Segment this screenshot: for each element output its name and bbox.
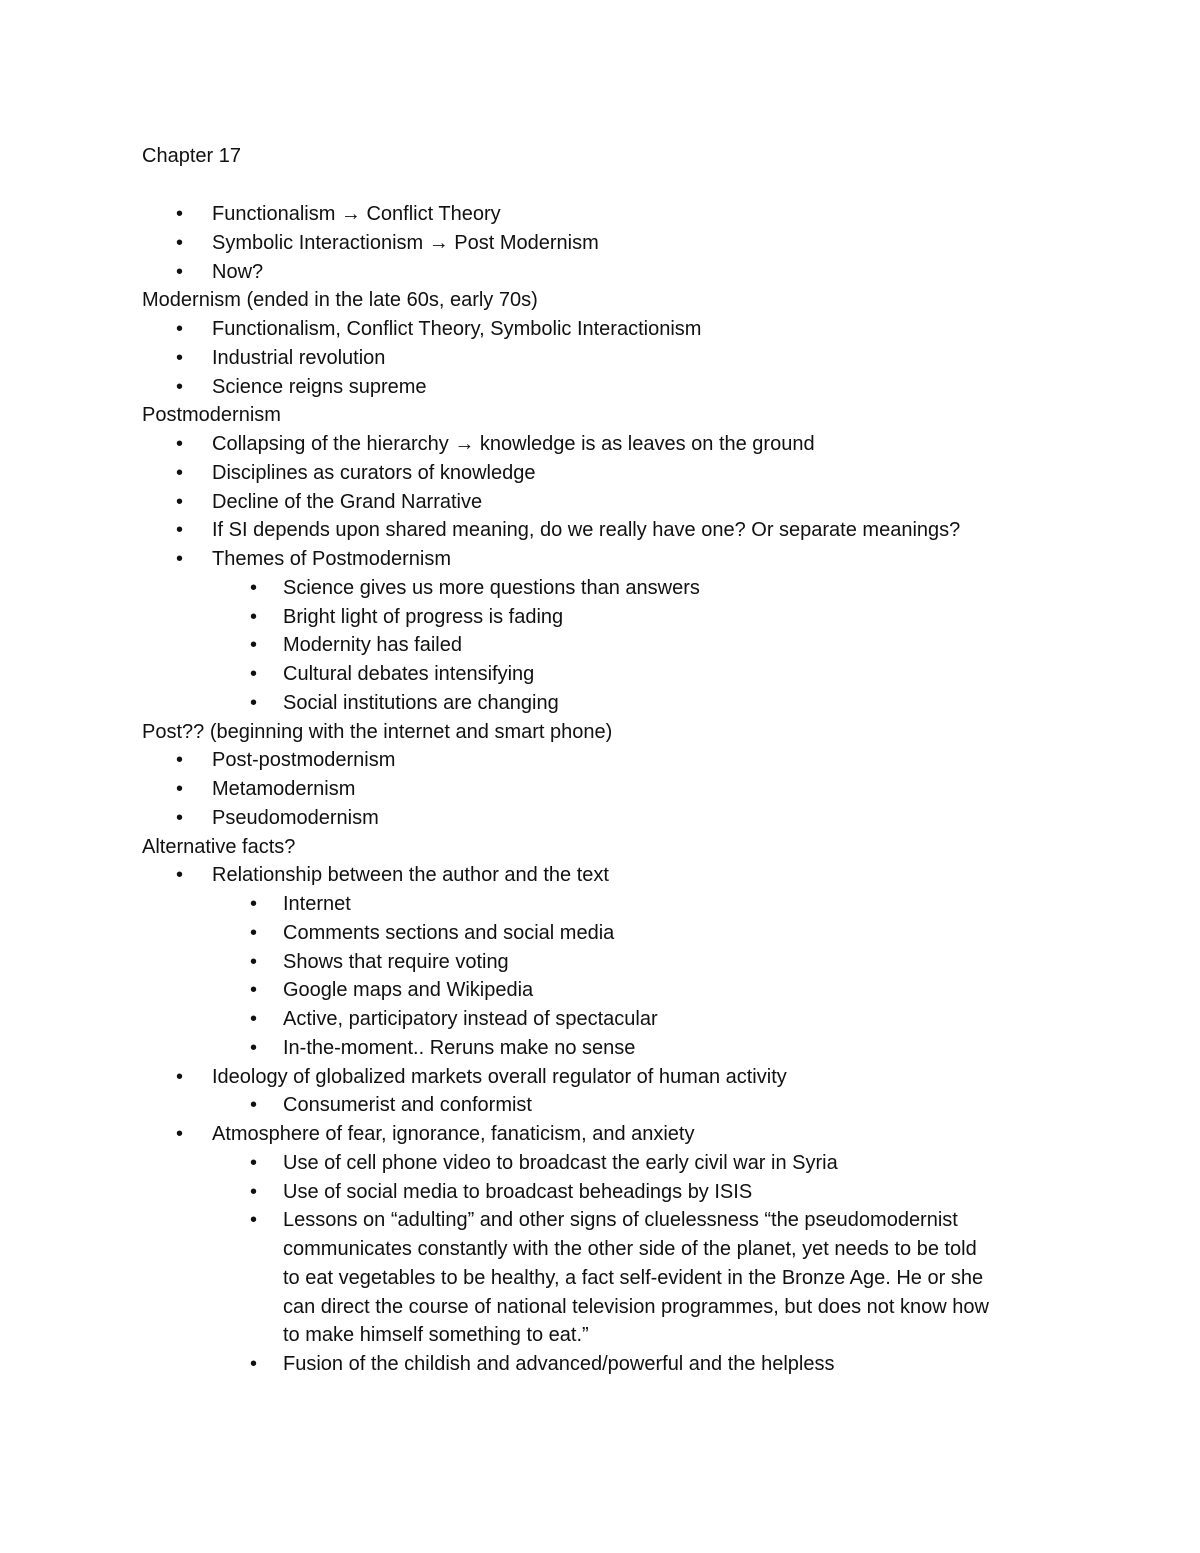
- bullet-marker: •: [176, 203, 184, 225]
- list-item: Collapsing of the hierarchy → knowledge is as leaves on the ground: [212, 433, 815, 455]
- list-item: Pseudomodernism: [212, 807, 379, 829]
- list-item: Decline of the Grand Narrative: [212, 491, 483, 513]
- list-item: Themes of Postmodernism: [212, 548, 451, 570]
- bullet-marker: •: [250, 1094, 258, 1116]
- bullet-marker: •: [250, 979, 258, 1001]
- list-item: Lessons on “adulting” and other signs of cluelessness “the pseudomodernist: [283, 1209, 958, 1231]
- list-item: Google maps and Wikipedia: [283, 979, 534, 1001]
- bullet-marker: •: [176, 261, 184, 283]
- bullet-marker: •: [176, 347, 184, 369]
- bullet-marker: •: [176, 1123, 184, 1145]
- page-title: Chapter 17: [142, 145, 241, 167]
- bullet-marker: •: [250, 577, 258, 599]
- bullet-marker: •: [176, 548, 184, 570]
- bullet-marker: •: [176, 1066, 184, 1088]
- bullet-marker: •: [250, 951, 258, 973]
- bullet-marker: •: [176, 519, 184, 541]
- bullet-marker: •: [250, 663, 258, 685]
- bullet-marker: •: [176, 491, 184, 513]
- list-item: Fusion of the childish and advanced/powerful and the helpless: [283, 1353, 835, 1375]
- bullet-marker: •: [250, 606, 258, 628]
- bullet-marker: •: [250, 692, 258, 714]
- list-item: Cultural debates intensifying: [283, 663, 535, 685]
- list-item: Functionalism → Conflict Theory: [212, 203, 501, 225]
- list-item: Bright light of progress is fading: [283, 606, 564, 628]
- list-item: Relationship between the author and the text: [212, 864, 609, 886]
- list-item: Now?: [212, 261, 264, 283]
- bullet-marker: •: [250, 1152, 258, 1174]
- list-item: Social institutions are changing: [283, 692, 559, 714]
- bullet-marker: •: [176, 807, 184, 829]
- bullet-marker: •: [176, 376, 184, 398]
- list-item: Disciplines as curators of knowledge: [212, 462, 536, 484]
- section-heading: Post?? (beginning with the internet and smart phone): [142, 721, 613, 743]
- list-item: Use of social media to broadcast beheadings by ISIS: [283, 1181, 753, 1203]
- bullet-marker: •: [250, 893, 258, 915]
- list-item: Science gives us more questions than answers: [283, 577, 700, 599]
- section-heading: Postmodernism: [142, 404, 281, 426]
- list-item: communicates constantly with the other side of the planet, yet needs to be told: [283, 1238, 977, 1260]
- list-item: Ideology of globalized markets overall regulator of human activity: [212, 1066, 787, 1088]
- list-item: Use of cell phone video to broadcast the early civil war in Syria: [283, 1152, 838, 1174]
- list-item: Functionalism, Conflict Theory, Symbolic Interactionism: [212, 318, 702, 340]
- bullet-marker: •: [176, 318, 184, 340]
- list-item: Active, participatory instead of spectacular: [283, 1008, 658, 1030]
- list-item: to make himself something to eat.”: [283, 1324, 589, 1346]
- section-heading: Alternative facts?: [142, 836, 296, 858]
- bullet-marker: •: [176, 864, 184, 886]
- list-item: Symbolic Interactionism → Post Modernism: [212, 232, 599, 254]
- bullet-marker: •: [250, 1181, 258, 1203]
- bullet-marker: •: [250, 634, 258, 656]
- list-item: If SI depends upon shared meaning, do we really have one? Or separate meanings?: [212, 519, 961, 541]
- list-item: Internet: [283, 893, 351, 915]
- bullet-marker: •: [250, 1037, 258, 1059]
- bullet-marker: •: [250, 1008, 258, 1030]
- list-item: to eat vegetables to be healthy, a fact self-evident in the Bronze Age. He or she: [283, 1267, 984, 1289]
- bullet-marker: •: [250, 1353, 258, 1375]
- bullet-marker: •: [176, 232, 184, 254]
- list-item: Shows that require voting: [283, 951, 509, 973]
- section-heading: Modernism (ended in the late 60s, early 70s): [142, 289, 538, 311]
- list-item: Comments sections and social media: [283, 922, 615, 944]
- list-item: Consumerist and conformist: [283, 1094, 532, 1116]
- list-item: Atmosphere of fear, ignorance, fanaticism, and anxiety: [212, 1123, 695, 1145]
- list-item: Industrial revolution: [212, 347, 386, 369]
- list-item: Metamodernism: [212, 778, 356, 800]
- list-item: Science reigns supreme: [212, 376, 427, 398]
- list-item: In-the-moment.. Reruns make no sense: [283, 1037, 636, 1059]
- list-item: can direct the course of national television programmes, but does not know how: [283, 1296, 989, 1318]
- bullet-marker: •: [176, 778, 184, 800]
- bullet-marker: •: [176, 433, 184, 455]
- bullet-marker: •: [250, 1209, 258, 1231]
- list-item: Post-postmodernism: [212, 749, 396, 771]
- bullet-marker: •: [176, 749, 184, 771]
- bullet-marker: •: [176, 462, 184, 484]
- list-item: Modernity has failed: [283, 634, 462, 656]
- bullet-marker: •: [250, 922, 258, 944]
